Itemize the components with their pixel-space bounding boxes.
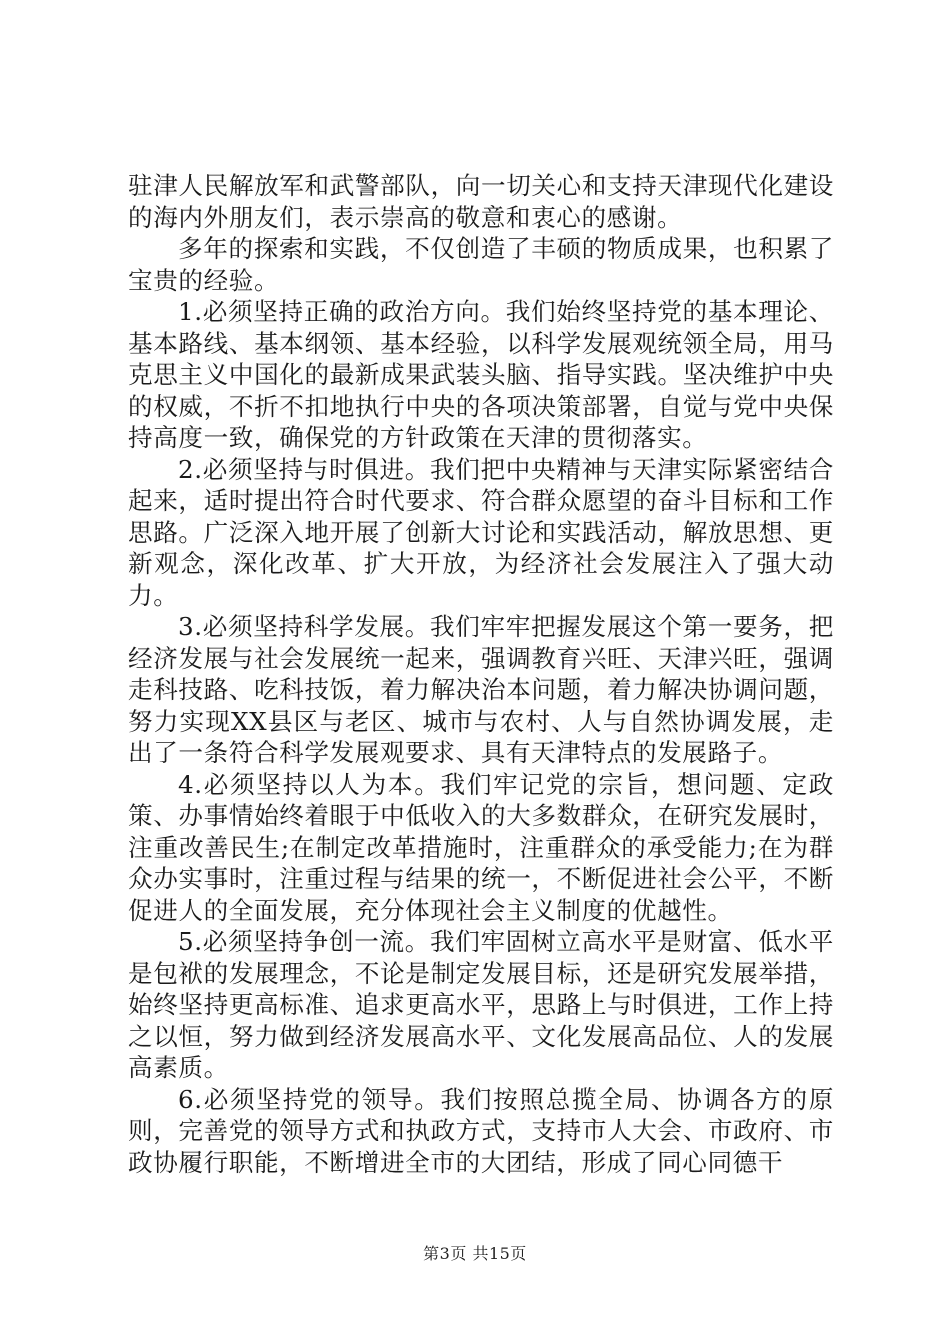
page-number-footer: 第3页 共15页 [423,1244,527,1263]
paragraph-point-6: 6.必须坚持党的领导。我们按照总揽全局、协调各方的原则，完善党的领导方式和执政方式，支持市人大会、市政府、市政协履行职能，不断增进全市的大团结，形成了同心同德干 [128,1084,834,1177]
paragraph-point-4: 4.必须坚持以人为本。我们牢记党的宗旨，想问题、定政策、办事情始终着眼于中低收入的大多数群众，在研究发展时，注重改善民生;在制定改革措施时，注重群众的承受能力;在为群众办实事时，注重过程与结果的统一，不断促进社会公平，不断促进人的全面发展，充分体现社会主义制度的优越性。 [128,769,834,925]
paragraph-point-5: 5.必须坚持争创一流。我们牢固树立高水平是财富、低水平是包袱的发展理念，不论是制定发展目标，还是研究发展举措，始终坚持更高标准、追求更高水平，思路上与时俱进，工作上持之以恒，努力做到经济发展高水平、文化发展高品位、人的发展高素质。 [128,927,834,1082]
body-text [128,170,834,1178]
paragraph-point-1: 1.必须坚持正确的政治方向。我们始终坚持党的基本理论、基本路线、基本纲领、基本经验，以科学发展观统领全局，用马克思主义中国化的最新成果武装头脑、指导实践。坚决维护中央的权威，不折不扣地执行中央的各项决策部署，自觉与党中央保持高度一致，确保党的方针政策在天津的贯彻落实。 [128,297,834,452]
paragraph-intro: 多年的探索和实践，不仅创造了丰硕的物质成果，也积累了宝贵的经验。 [128,234,834,295]
paragraph-point-2: 2.必须坚持与时俱进。我们把中央精神与天津实际紧密结合起来，适时提出符合时代要求、符合群众愿望的奋斗目标和工作思路。广泛深入地开展了创新大讨论和实践活动，解放思想、更新观念，深化改革、扩大开放，为经济社会发展注入了强大动力。 [128,454,834,610]
paragraph-point-3: 3.必须坚持科学发展。我们牢牢把握发展这个第一要务，把经济发展与社会发展统一起来，强调教育兴旺、天津兴旺，强调走科技路、吃科技饭，着力解决治本问题，着力解决协调问题，努力实现XX县区与老区、城市与农村、人与自然协调发展，走出了一条符合科学发展观要求、具有天津特点的发展路子。 [128,612,834,767]
paragraph-continuation: 驻津人民解放军和武警部队，向一切关心和支持天津现代化建设的海内外朋友们，表示崇高的敬意和衷心的感谢。 [128,171,834,232]
